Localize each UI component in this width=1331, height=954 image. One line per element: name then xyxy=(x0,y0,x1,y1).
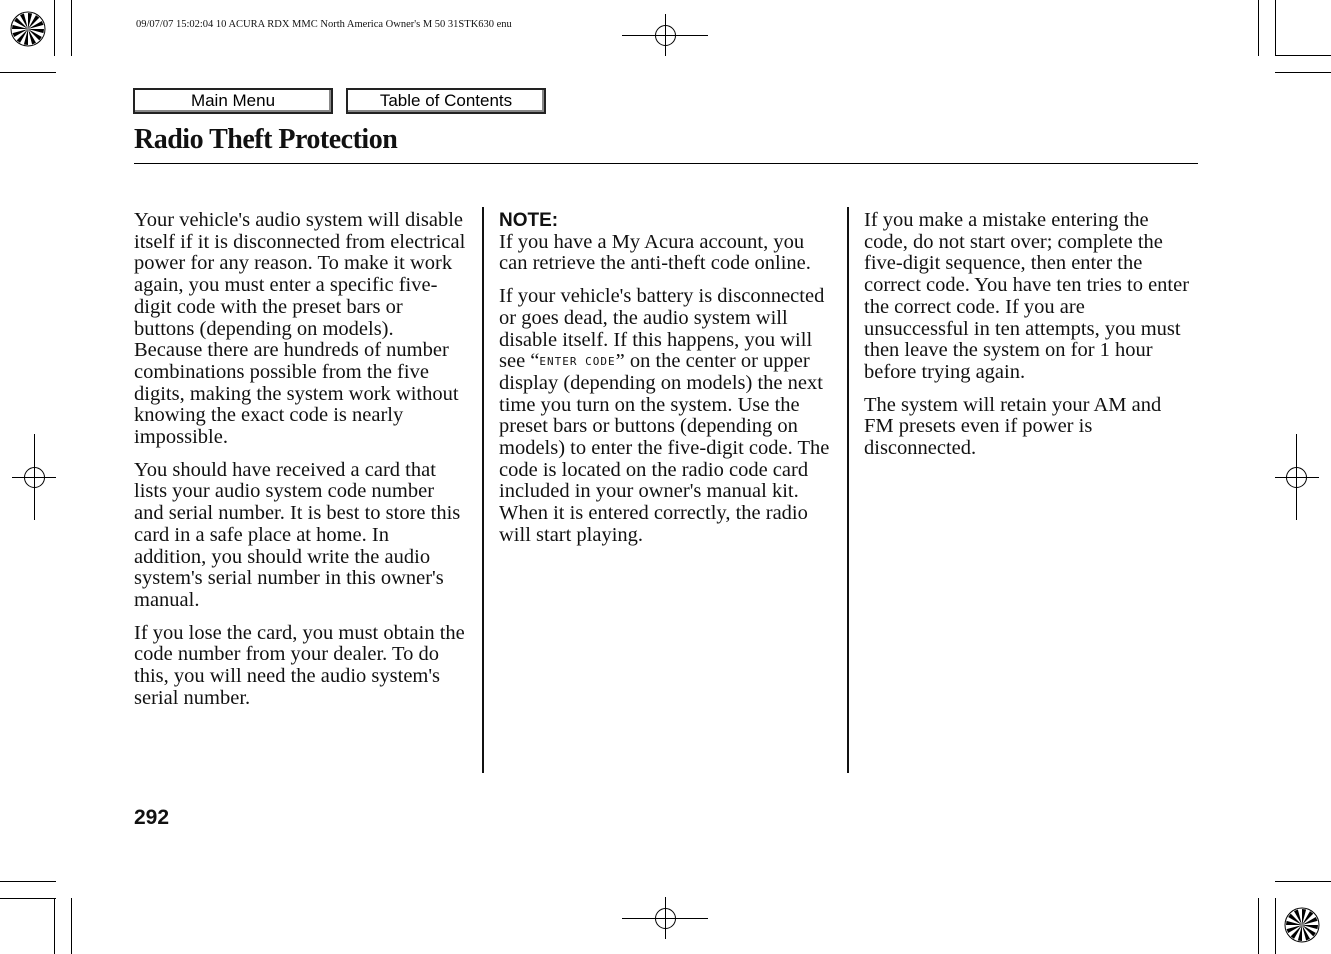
page-number: 292 xyxy=(134,806,170,829)
page-title: Radio Theft Protection xyxy=(134,124,398,155)
note-label: NOTE: xyxy=(499,210,559,231)
paragraph: You should have received a card that lists your audio system code number and serial number. It is best to store this card in a safe place at home. In addition, you should write the audio system's serial number in this owner's manual. xyxy=(134,458,461,611)
paragraph: If you make a mistake entering the code, do not start over; complete the five-digit sequence, then enter the correct code. You have ten tries to enter the correct code. If you are unsuccessful in ten attempts, you must then leave the system on for 1 hour before trying again. xyxy=(864,209,1190,383)
main-menu-button[interactable]: Main Menu xyxy=(133,88,333,114)
paragraph: If you lose the card, you must obtain the code number from your dealer. To do this, you will need the audio system's serial number. xyxy=(134,621,465,709)
paragraph: The system will retain your AM and FM presets even if power is disconnected. xyxy=(864,393,1162,460)
registration-mark-top xyxy=(622,14,708,56)
print-target-top-left-icon xyxy=(10,11,46,47)
column-divider xyxy=(482,207,484,773)
table-of-contents-button[interactable]: Table of Contents xyxy=(346,88,546,114)
paragraph: Your vehicle's audio system will disable itself if it is disconnected from electrical power for any reason. To make it work again, you must enter a specific five-digit code with the preset bars or buttons (depending on models). Because there are hundreds of number combinations possible from the five digits, making the system work without knowing the exact code is nearly impossible. xyxy=(134,209,466,449)
paragraph-text: ” on the center or upper display (depending on models) the next time you turn on the system. Use the preset bars or buttons (depending on models) to enter the five-digit code. The code is located on the radio code card included in your owner's manual kit. When it is entered correctly, the radio will start playing. xyxy=(499,350,830,546)
paragraph xyxy=(499,286,835,546)
registration-mark-bottom xyxy=(622,897,708,939)
print-job-header: 09/07/07 15:02:04 10 ACURA RDX MMC North America Owner's M 50 31STK630 enu xyxy=(136,19,512,30)
column-left xyxy=(134,210,466,720)
display-readout: ENTER CODE xyxy=(539,355,616,369)
registration-mark-right xyxy=(1275,434,1319,520)
paragraph-text: If your vehicle's battery is disconnected or goes dead, the audio system will disable itself. If this happens, you will see “ xyxy=(499,285,825,373)
column-right xyxy=(864,210,1194,471)
print-target-bottom-right-icon xyxy=(1284,907,1320,943)
title-divider xyxy=(134,163,1198,164)
paragraph: If you have a My Acura account, you can retrieve the anti-theft code online. xyxy=(499,230,811,275)
column-divider xyxy=(847,207,849,773)
column-middle xyxy=(499,210,835,558)
registration-mark-left xyxy=(12,434,56,520)
